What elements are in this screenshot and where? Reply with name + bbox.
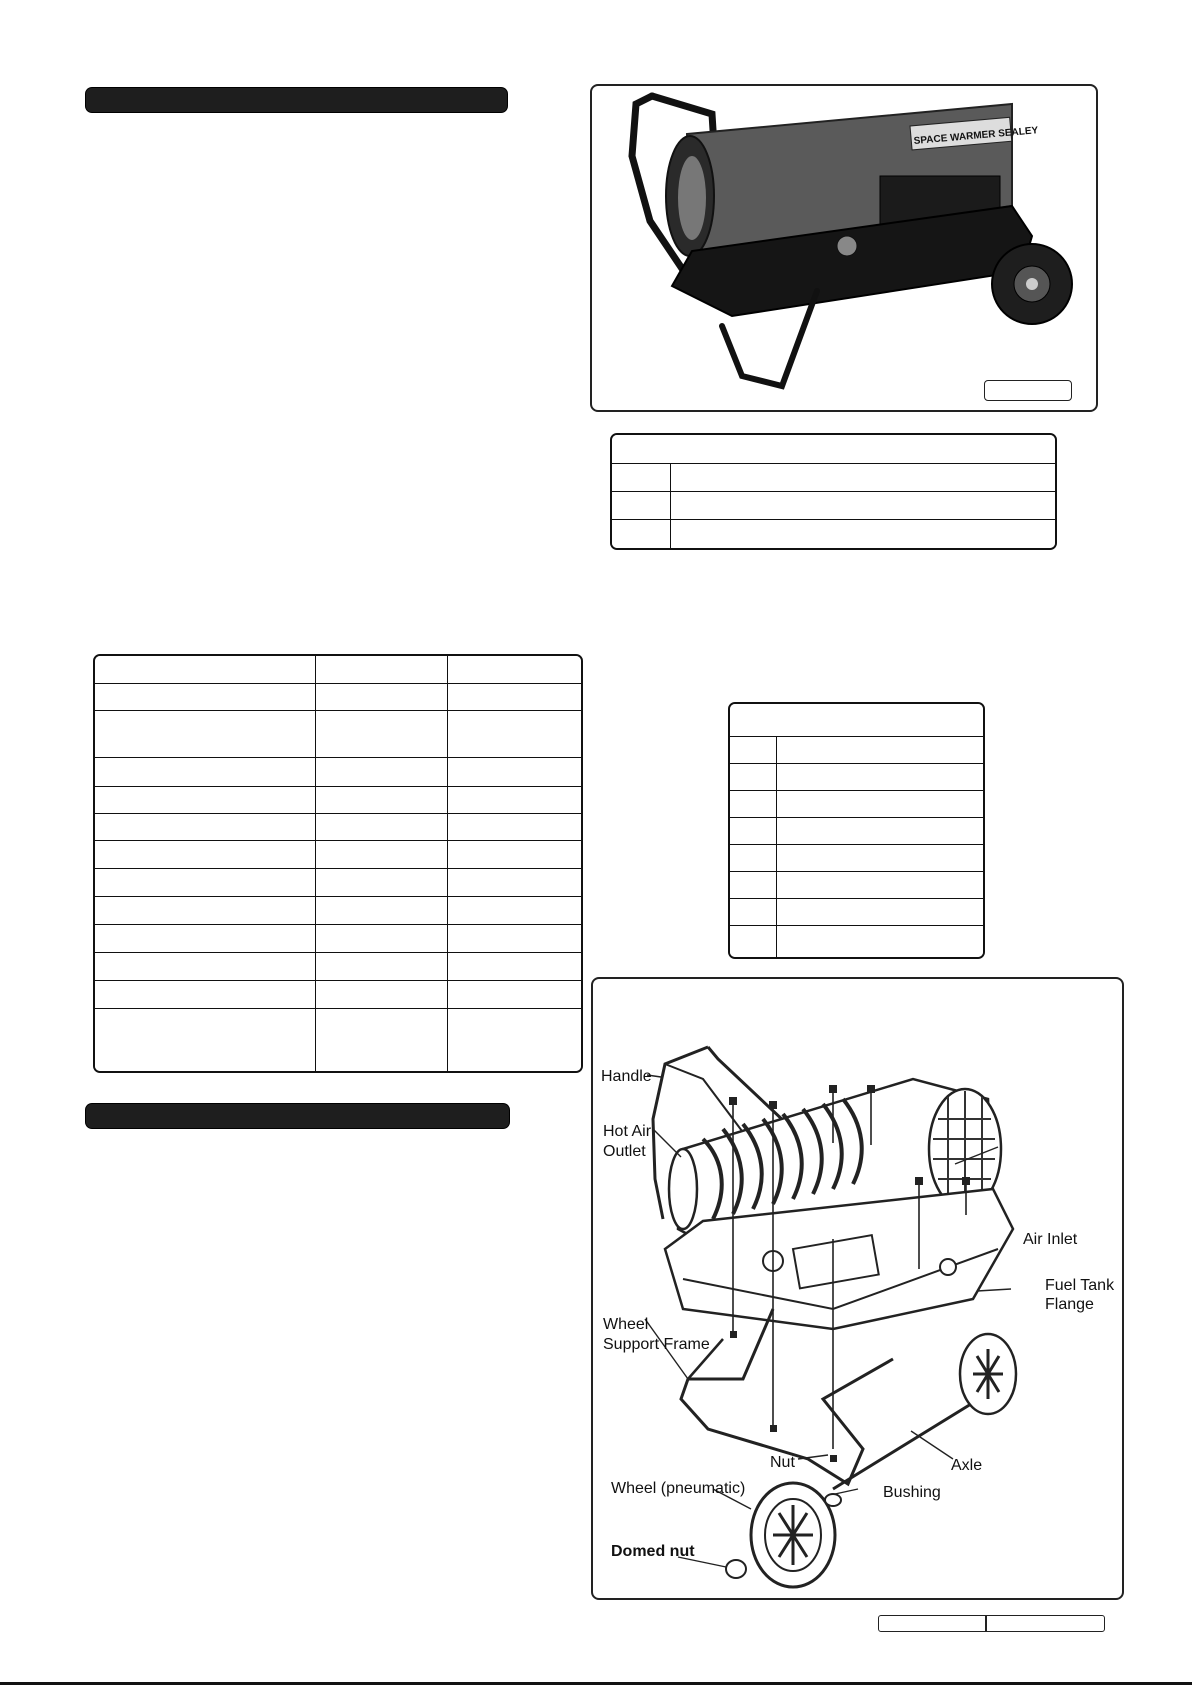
assembly-diagram (593, 979, 1122, 1598)
label-fuel-tank-2: Flange (1045, 1296, 1094, 1313)
table-cell (448, 840, 582, 868)
table-cell (448, 710, 582, 757)
table-cell (95, 1008, 316, 1071)
table-cell (95, 868, 316, 896)
table-cell (730, 817, 777, 844)
table-cell (95, 840, 316, 868)
label-hot-air-outlet-2: Outlet (603, 1143, 646, 1160)
table-cell (777, 763, 984, 790)
table-cell (316, 840, 448, 868)
table-cell (777, 925, 984, 957)
parts-table-header (730, 704, 983, 736)
domed-nut-part (726, 1560, 746, 1578)
table-cell (777, 736, 984, 763)
table-cell (95, 813, 316, 840)
footer-box-divider (985, 1616, 987, 1631)
label-wheel-support-2: Support Frame (603, 1336, 710, 1353)
label-domed-nut: Domed nut (611, 1543, 695, 1560)
table-cell (316, 924, 448, 952)
table-cell (448, 683, 582, 710)
table-cell (730, 871, 777, 898)
table-cell (316, 896, 448, 924)
table-cell (448, 813, 582, 840)
table-cell (777, 817, 984, 844)
table-cell (316, 757, 448, 786)
table-cell (671, 491, 1056, 519)
table-cell (448, 1008, 582, 1071)
label-nut: Nut (770, 1454, 795, 1471)
table-cell (448, 868, 582, 896)
table-cell (316, 813, 448, 840)
table-cell (316, 710, 448, 757)
footer-reference-box (878, 1615, 1105, 1632)
table-cell (316, 980, 448, 1008)
table-cell (730, 844, 777, 871)
contents-table-header (612, 435, 1055, 463)
table-cell (730, 925, 777, 957)
table-cell (316, 1008, 448, 1071)
table-cell (777, 790, 984, 817)
table-cell (95, 952, 316, 980)
table-cell (777, 844, 984, 871)
table-cell (671, 463, 1056, 491)
section-header-bar-lower (86, 1104, 509, 1128)
table-cell (95, 656, 316, 683)
table-cell (95, 896, 316, 924)
table-cell (316, 952, 448, 980)
table-cell (448, 786, 582, 813)
table-cell (95, 924, 316, 952)
label-wheel-pneumatic: Wheel (pneumatic) (611, 1480, 746, 1497)
table-cell (95, 683, 316, 710)
table-cell (730, 898, 777, 925)
label-air-inlet: Air Inlet (1023, 1231, 1078, 1248)
photo-reference-box (984, 380, 1072, 401)
table-cell (612, 463, 671, 491)
axle-part (833, 1404, 971, 1489)
label-bushing: Bushing (883, 1484, 941, 1501)
table-cell (730, 763, 777, 790)
assembly-diagram-frame (591, 977, 1124, 1600)
table-cell (95, 786, 316, 813)
product-photo-frame (590, 84, 1098, 412)
label-handle: Handle (601, 1068, 652, 1085)
brand-plate-text: SPACE WARMER SEALEY (913, 125, 1039, 147)
table-cell (448, 924, 582, 952)
table-cell (730, 736, 777, 763)
contents-table-grid (612, 435, 1055, 548)
specification-table (93, 654, 583, 1073)
table-cell (316, 656, 448, 683)
parts-table-grid (730, 704, 983, 957)
table-cell (671, 519, 1056, 548)
table-cell (448, 656, 582, 683)
table-cell (777, 898, 984, 925)
table-cell (448, 896, 582, 924)
table-cell (448, 980, 582, 1008)
parts-table (728, 702, 985, 959)
label-wheel-support-1: Wheel (603, 1316, 649, 1333)
table-cell (612, 519, 671, 548)
table-cell (777, 871, 984, 898)
table-cell (612, 491, 671, 519)
table-cell (95, 710, 316, 757)
space-heater-photo (592, 86, 1096, 410)
bushing-part (825, 1494, 841, 1506)
label-fuel-tank-1: Fuel Tank (1045, 1277, 1115, 1294)
table-cell (95, 757, 316, 786)
table-cell (730, 790, 777, 817)
specification-table-grid (95, 656, 581, 1071)
table-cell (316, 868, 448, 896)
table-cell (448, 952, 582, 980)
table-cell (448, 757, 582, 786)
label-hot-air-outlet-1: Hot Air (603, 1123, 652, 1140)
section-header-bar-top (86, 88, 507, 112)
contents-table (610, 433, 1057, 550)
table-cell (95, 980, 316, 1008)
table-cell (316, 683, 448, 710)
label-axle: Axle (951, 1457, 983, 1474)
table-cell (316, 786, 448, 813)
